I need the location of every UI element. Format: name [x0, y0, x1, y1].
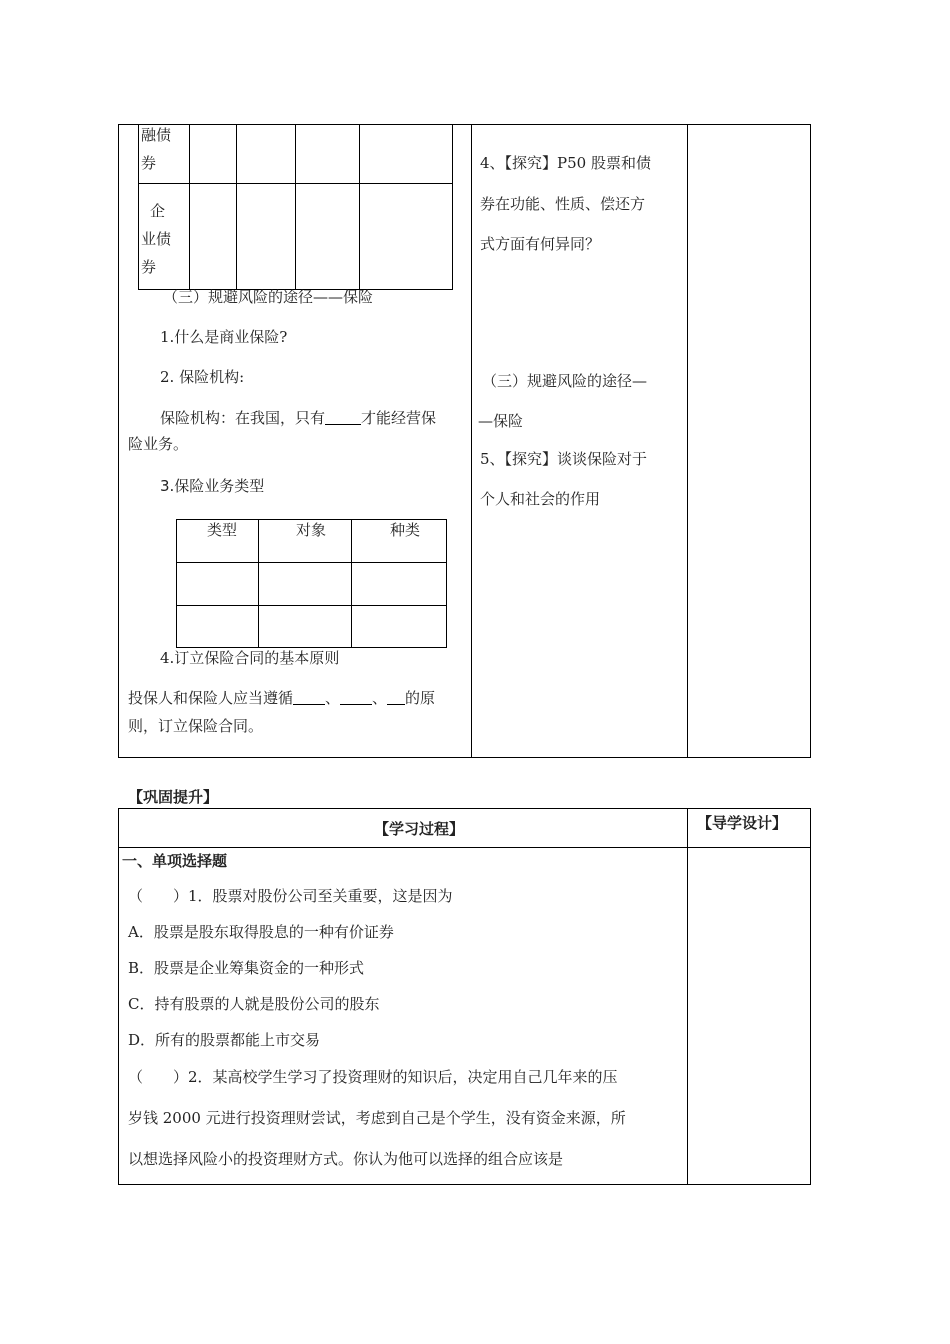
table-cell[interactable] [351, 562, 447, 606]
table-cell[interactable] [176, 605, 259, 648]
q1-option-c: C．持有股票的人就是股份公司的股东 [128, 995, 380, 1013]
explore-4-line1: 4、【探究】P50 股票和债 [480, 154, 651, 172]
question-4-body-a: 投保人和保险人应当遵循 [128, 689, 294, 707]
section3-right-line1: （三）规避风险的途径— [482, 372, 648, 390]
type-header: 类型 [207, 521, 238, 539]
object-header-cell [258, 519, 352, 563]
bond-row2-label-line3: 券 [141, 258, 157, 276]
col-learning-process: 【学习过程】 [374, 820, 465, 838]
question-4-body-line2: 则，订立保险合同。 [128, 717, 264, 735]
fill-blank[interactable] [387, 688, 405, 705]
fill-blank[interactable] [293, 688, 325, 705]
explore-5-line1: 5、【探究】谈谈保险对于 [480, 450, 648, 468]
q2-line1: （ ）2．某高校学生学习了投资理财的知识后，决定用自己几年来的压 [128, 1068, 618, 1086]
fill-blank[interactable] [325, 408, 361, 425]
table-cell[interactable] [258, 562, 352, 606]
bond-row1-label-line2: 券 [141, 154, 157, 172]
table-cell[interactable] [351, 605, 447, 648]
question-4-body [128, 688, 435, 708]
bond-row1-label-line1: 融债 [141, 126, 172, 144]
question-3: 3.保险业务类型 [160, 477, 265, 495]
question-2: 2. 保险机构: [160, 368, 245, 386]
question-2-body-before: 保险机构：在我国，只有 [160, 409, 326, 427]
q1-stem: （ ）1．股票对股份公司至关重要，这是因为 [128, 887, 453, 905]
explore-4-line2: 券在功能、性质、偿还方 [480, 195, 646, 213]
question-1: 1.什么是商业保险? [160, 328, 288, 346]
explore-5-line2: 个人和社会的作用 [480, 490, 601, 508]
object-header: 对象 [296, 521, 327, 539]
section3-title: （三）规避风险的途径——保险 [163, 288, 374, 306]
separator: 、 [325, 689, 341, 707]
kind-header: 种类 [390, 521, 421, 539]
q2-line3: 以想选择风险小的投资理财方式。你认为他可以选择的组合应该是 [128, 1150, 564, 1168]
table-cell[interactable] [258, 605, 352, 648]
fill-blank[interactable] [340, 688, 372, 705]
type-header-cell [176, 519, 259, 563]
q2-line2: 岁钱 2000 元进行投资理财尝试，考虑到自己是个学生，没有资金来源，所 [128, 1109, 626, 1127]
question-4-body-b: 的原 [405, 689, 436, 707]
table-cell[interactable] [176, 562, 259, 606]
kind-header-cell [351, 519, 447, 563]
part1-title: 一、单项选择题 [122, 852, 228, 870]
separator: 、 [372, 689, 388, 707]
explore-4-line3: 式方面有何异同？ [480, 235, 601, 253]
q1-option-a: A．股票是股东取得股息的一种有价证券 [128, 923, 394, 941]
q1-option-b: B．股票是企业筹集资金的一种形式 [128, 959, 365, 977]
consolidate-heading: 【巩固提升】 [128, 788, 219, 806]
bond-row2-label-line2: 业债 [141, 230, 172, 248]
section3-right-line2: —保险 [478, 412, 524, 430]
bond-row2-label-line1: 企 [150, 202, 166, 220]
q1-option-d: D．所有的股票都能上市交易 [128, 1031, 321, 1049]
question-2-body-line2: 险业务。 [128, 435, 189, 453]
question-2-body [160, 408, 436, 428]
col-guide-design: 【导学设计】 [697, 814, 788, 832]
question-2-body-after: 才能经营保 [361, 409, 437, 427]
question-4: 4.订立保险合同的基本原则 [160, 649, 340, 667]
